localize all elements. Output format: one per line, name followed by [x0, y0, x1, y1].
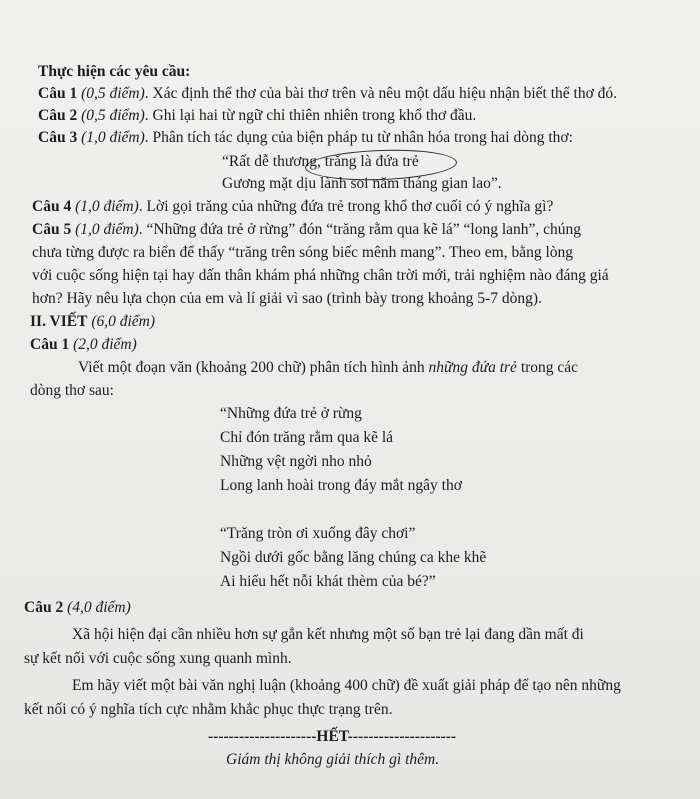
w2-para-1-line-2: sự kết nối với cuộc sống xung quanh mình.	[24, 650, 292, 667]
q3-quote-line-2: Gương mặt dịu lành soi năm tháng gian lao”.	[222, 175, 502, 192]
w2-para-2-line-2: kết nối có ý nghĩa tích cực nhằm khắc phục thực trạng trên.	[24, 701, 393, 718]
poem-line: Chỉ đón trăng rằm qua kẽ lá	[220, 429, 394, 446]
question-4: Câu 4 (1,0 điểm). Lời gọi trăng của những đứa trẻ trong khổ thơ cuối có ý nghĩa gì?	[32, 198, 554, 215]
poem-line: “Những đứa trẻ ở rừng	[220, 405, 362, 422]
q5-line-3: với cuộc sống hiện tại hay dấn thân khám phá những chân trời mới, trải nghiệm nào đáng giá	[32, 267, 609, 284]
footer-note: Giám thị không giải thích gì thêm.	[226, 751, 440, 768]
q3-quote-line-1: “Rất dễ thương, trăng là đứa trẻ	[222, 153, 419, 170]
w1-line-1: Viết một đoạn văn (khoảng 200 chữ) phân tích hình ảnh những đứa trẻ trong các	[78, 359, 579, 376]
question-1: Câu 1 (0,5 điểm). Xác định thể thơ của bài thơ trên và nêu một dấu hiệu nhận biết thể thơ đó.	[38, 85, 618, 102]
end-mark: ---------------------HẾT---------------------	[208, 728, 457, 745]
question-5: Câu 5 (1,0 điểm). “Những đứa trẻ ở rừng” đón “trăng rằm qua kẽ lá” “long lanh”, chúng	[32, 221, 582, 238]
poem-line: Ai hiểu hết nỗi khát thèm của bé?”	[220, 573, 436, 590]
w1-line-2: dòng thơ sau:	[30, 382, 114, 399]
question-3: Câu 3 (1,0 điểm). Phân tích tác dụng của biện pháp tu từ nhân hóa trong hai dòng thơ:	[38, 129, 573, 146]
question-2: Câu 2 (0,5 điểm). Ghi lại hai từ ngữ chỉ thiên nhiên trong khổ thơ đầu.	[38, 107, 477, 124]
q5-line-2: chưa từng được ra biển để thấy “trăng trên sóng biếc mênh mang”. Theo em, bằng lòng	[32, 244, 574, 261]
instructions-title: Thực hiện các yêu cầu:	[38, 63, 191, 80]
poem-line: “Trăng tròn ơi xuống đây chơi”	[220, 525, 416, 542]
writing-question-2: Câu 2 (4,0 điểm)	[24, 599, 131, 616]
section-2-heading: II. VIẾT (6,0 điểm)	[30, 313, 156, 330]
q5-line-4: hơn? Hãy nêu lựa chọn của em và lí giải vì sao (trình bày trong khoảng 5-7 dòng).	[32, 290, 542, 307]
writing-question-1: Câu 1 (2,0 điểm)	[30, 336, 137, 353]
w2-para-2-line-1: Em hãy viết một bài văn nghị luận (khoảng 400 chữ) đề xuất giải pháp để tạo nên những	[72, 677, 621, 694]
w2-para-1-line-1: Xã hội hiện đại cần nhiều hơn sự gắn kết nhưng một số bạn trẻ lại đang dần mất đi	[72, 626, 584, 643]
poem-line: Long lanh hoài trong đáy mắt ngây thơ	[220, 477, 462, 494]
poem-line: Ngồi dưới gốc bằng lăng chúng ca khe khẽ	[220, 549, 487, 566]
poem-line: Những vệt ngời nho nhỏ	[220, 453, 372, 470]
